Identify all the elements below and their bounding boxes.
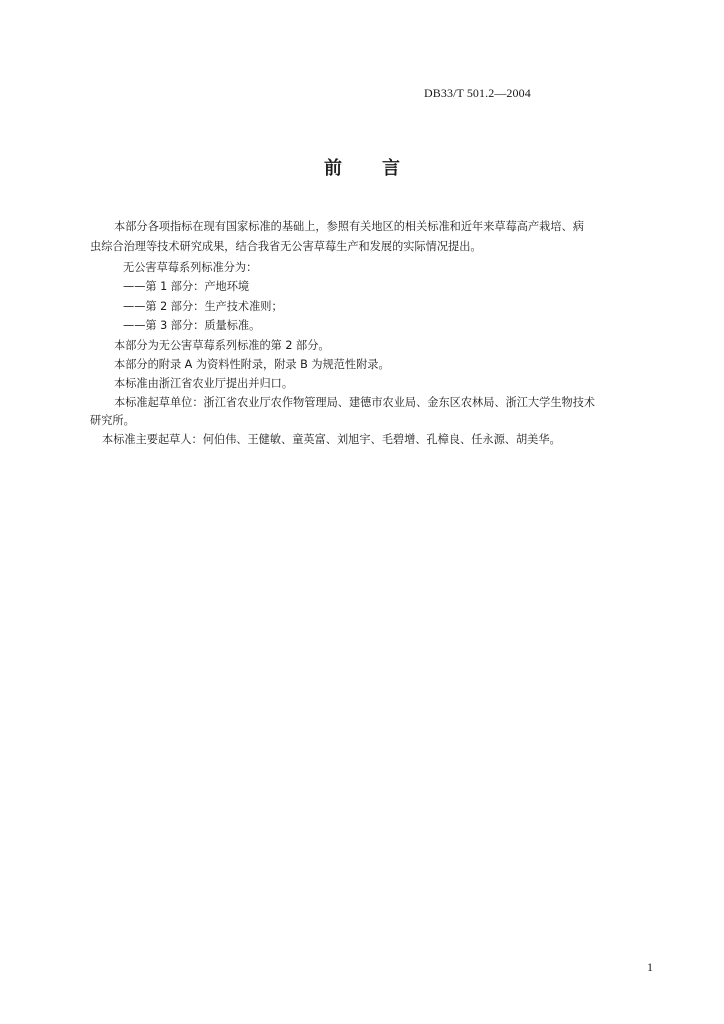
document-code: DB33/T 501.2—2004 — [424, 86, 531, 100]
list-item-part-3: ——第 3 部分：质量标准。 — [123, 319, 261, 332]
list-item-part-1: ——第 1 部分：产地环境 — [123, 280, 250, 293]
paragraph-2: 无公害草莓系列标准分为： — [123, 261, 258, 274]
paragraph-4: 本部分的附录 A 为资料性附录，附录 B 为规范性附录。 — [114, 358, 390, 371]
paragraph-1-line-1: 本部分各项指标在现有国家标准的基础上，参照有关地区的相关标准和近年来草莓高产栽培、病 — [114, 220, 584, 233]
list-item-part-2: ——第 2 部分：生产技术准则； — [123, 300, 283, 313]
page-title — [0, 154, 724, 180]
paragraph-7: 本标准主要起草人：何伯伟、王健敏、童英富、刘旭宇、毛碧增、孔樟良、任永源、胡美华。 — [102, 433, 561, 446]
page-number: 1 — [647, 960, 653, 974]
paragraph-3: 本部分为无公害草莓系列标准的第 2 部分。 — [114, 339, 330, 352]
paragraph-6-line-1: 本标准起草单位：浙江省农业厅农作物管理局、建德市农业局、金东区农林局、浙江大学生物技术 — [114, 396, 596, 409]
paragraph-5: 本标准由浙江省农业厅提出并归口。 — [114, 377, 294, 390]
paragraph-1-line-2: 虫综合治理等技术研究成果，结合我省无公害草莓生产和发展的实际情况提出。 — [90, 240, 482, 253]
paragraph-6-line-2: 研究所。 — [90, 414, 135, 427]
title-char-left: 前 — [324, 158, 342, 179]
title-char-right: 言 — [382, 158, 400, 179]
